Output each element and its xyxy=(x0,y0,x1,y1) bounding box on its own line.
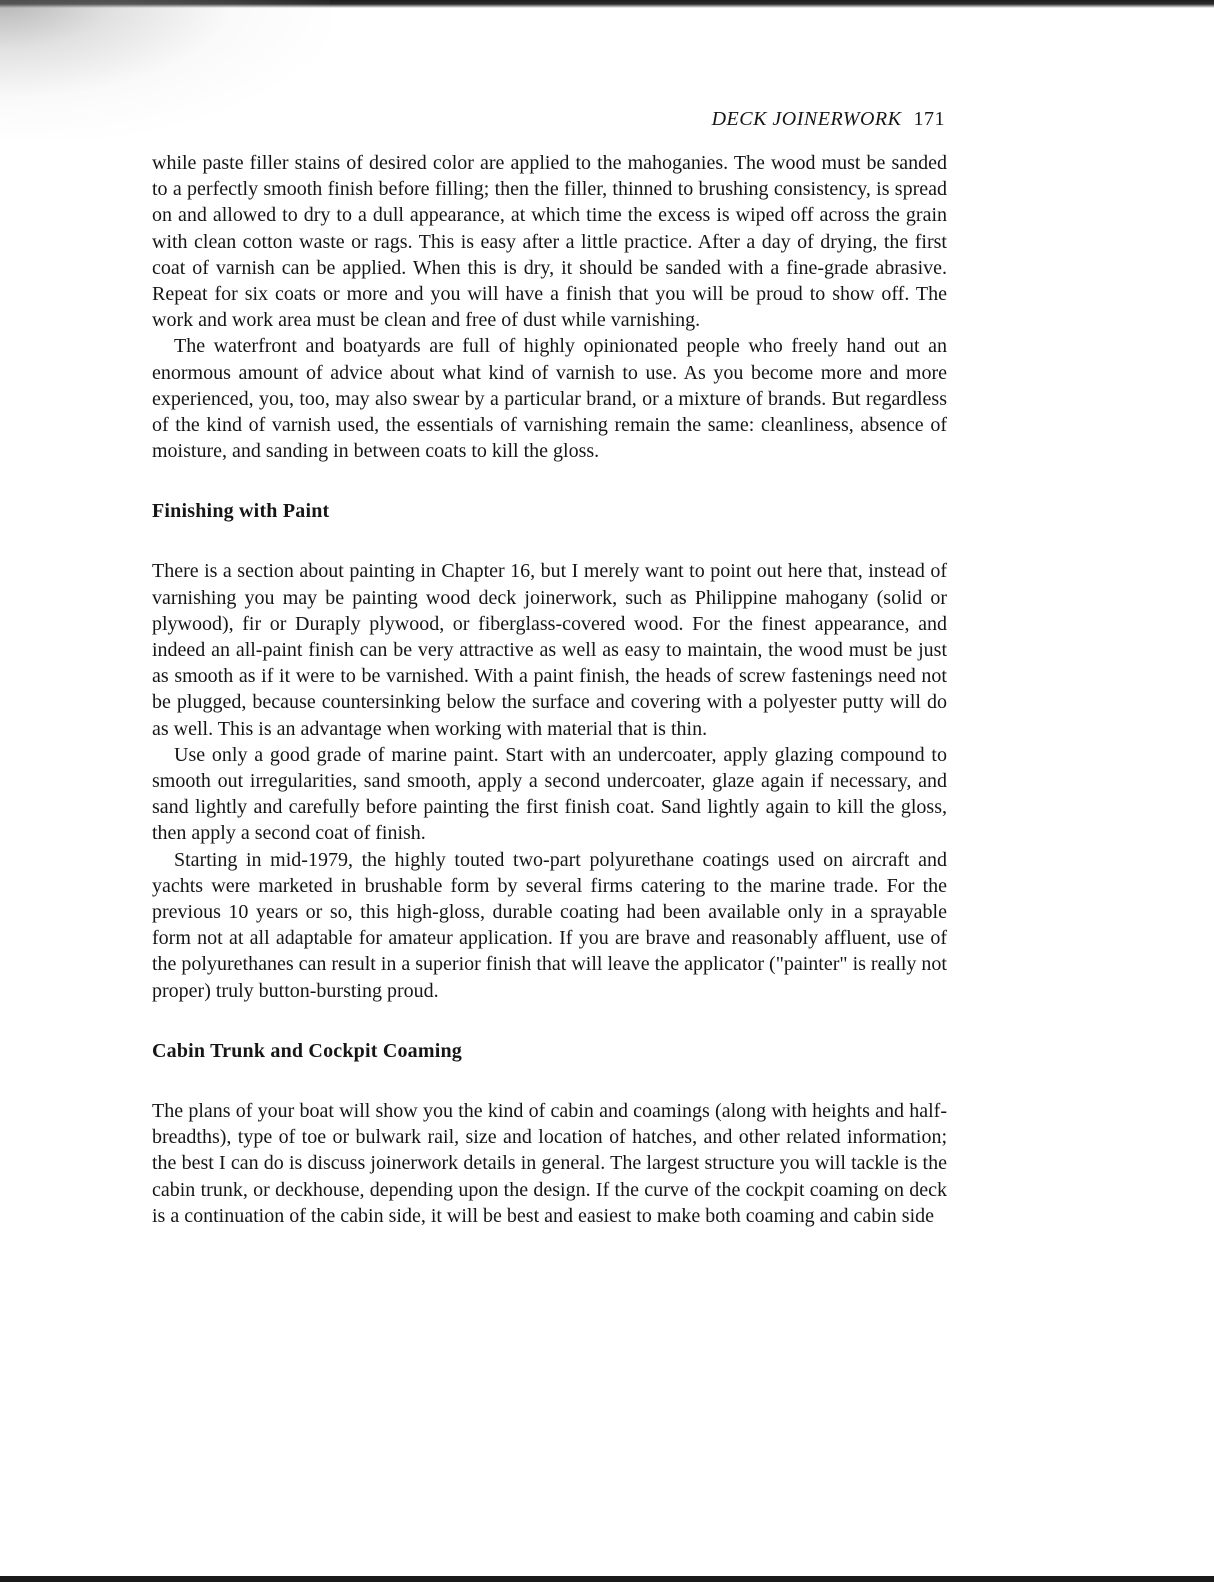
running-head-title: DECK JOINERWORK xyxy=(711,108,902,130)
section-heading-cabin: Cabin Trunk and Cockpit Coaming xyxy=(152,1039,462,1062)
paragraph-filler-varnish: while paste filler stains of desired color are applied to the mahoganies. The wood must be sanded to a perfectly smooth finish before filling; then the filler, thinned to brushing consistency, is spread on and allowed to dry to a dull appearance, at which time the excess is wiped off across the grain with clean cotton waste or rags. This is easy after a little practice. After a day of drying, the first coat of varnish can be applied. When this is dry, it should be sanded with a fine-grade abrasive. Repeat for six coats or more and you will have a finish that you will be proud to show off. The work and work area must be clean and free of dust while varnishing. xyxy=(152,152,947,332)
paragraph-cabin-plans: The plans of your boat will show you the kind of cabin and coamings (along with heights and half-breadths), type of toe or bulwark rail, size and location of hatches, and other related information; the best I can do is discuss joinerwork details in general. The largest structure you will tackle is the cabin trunk, or deckhouse, depending upon the design. If the curve of the cockpit coaming on deck is a continuation of the cabin side, it will be best and easiest to make both coaming and cabin side xyxy=(152,1099,947,1227)
section-heading-paint: Finishing with Paint xyxy=(152,500,330,523)
scan-edge-top xyxy=(0,0,1214,8)
scan-edge-bottom xyxy=(0,1576,1214,1582)
page-body xyxy=(152,150,947,1229)
scan-shadow-corner xyxy=(0,0,330,140)
page-number: 171 xyxy=(913,108,945,130)
running-head xyxy=(600,108,945,131)
paragraph-marine-paint: Use only a good grade of marine paint. Start with an undercoater, apply glazing compound to smooth out irregularities, sand smooth, apply a second undercoater, glaze again if necessary, and sand lightly and carefully before painting the first finish coat. Sand lightly again to kill the gloss, then apply a second coat of finish. xyxy=(152,743,947,845)
paragraph-varnish-advice: The waterfront and boatyards are full of highly opinionated people who freely hand out an enormous amount of advice about what kind of varnish to use. As you become more and more experienced, you, too, may also swear by a particular brand, or a mixture of brands. But regardless of the kind of varnish used, the essentials of varnishing remain the same: cleanliness, absence of moisture, and sanding in between coats to kill the gloss. xyxy=(152,335,947,463)
paragraph-painting-intro: There is a section about painting in Chapter 16, but I merely want to point out here that, instead of varnishing you may be painting wood deck joinerwork, such as Philippine mahogany (solid or plywood), fir or Duraply plywood, or fiberglass-covered wood. For the finest appearance, and indeed an all-paint finish can be very attractive as well as easy to maintain, the wood must be just as smooth as if it were to be varnished. With a paint finish, the heads of screw fastenings need not be plugged, because countersinking below the surface and covering with a polyester putty will do as well. This is an advantage when working with material that is thin. xyxy=(152,560,947,740)
paragraph-polyurethane: Starting in mid-1979, the highly touted two-part polyurethane coatings used on aircraft and yachts were marketed in brushable form by several firms catering to the marine trade. For the previous 10 years or so, this high-gloss, durable coating had been available only in a sprayable form not at all adaptable for amateur application. If you are brave and reasonably affluent, use of the polyurethanes can result in a superior finish that will leave the applicator ("painter" is really not proper) truly button-bursting proud. xyxy=(152,848,947,1002)
